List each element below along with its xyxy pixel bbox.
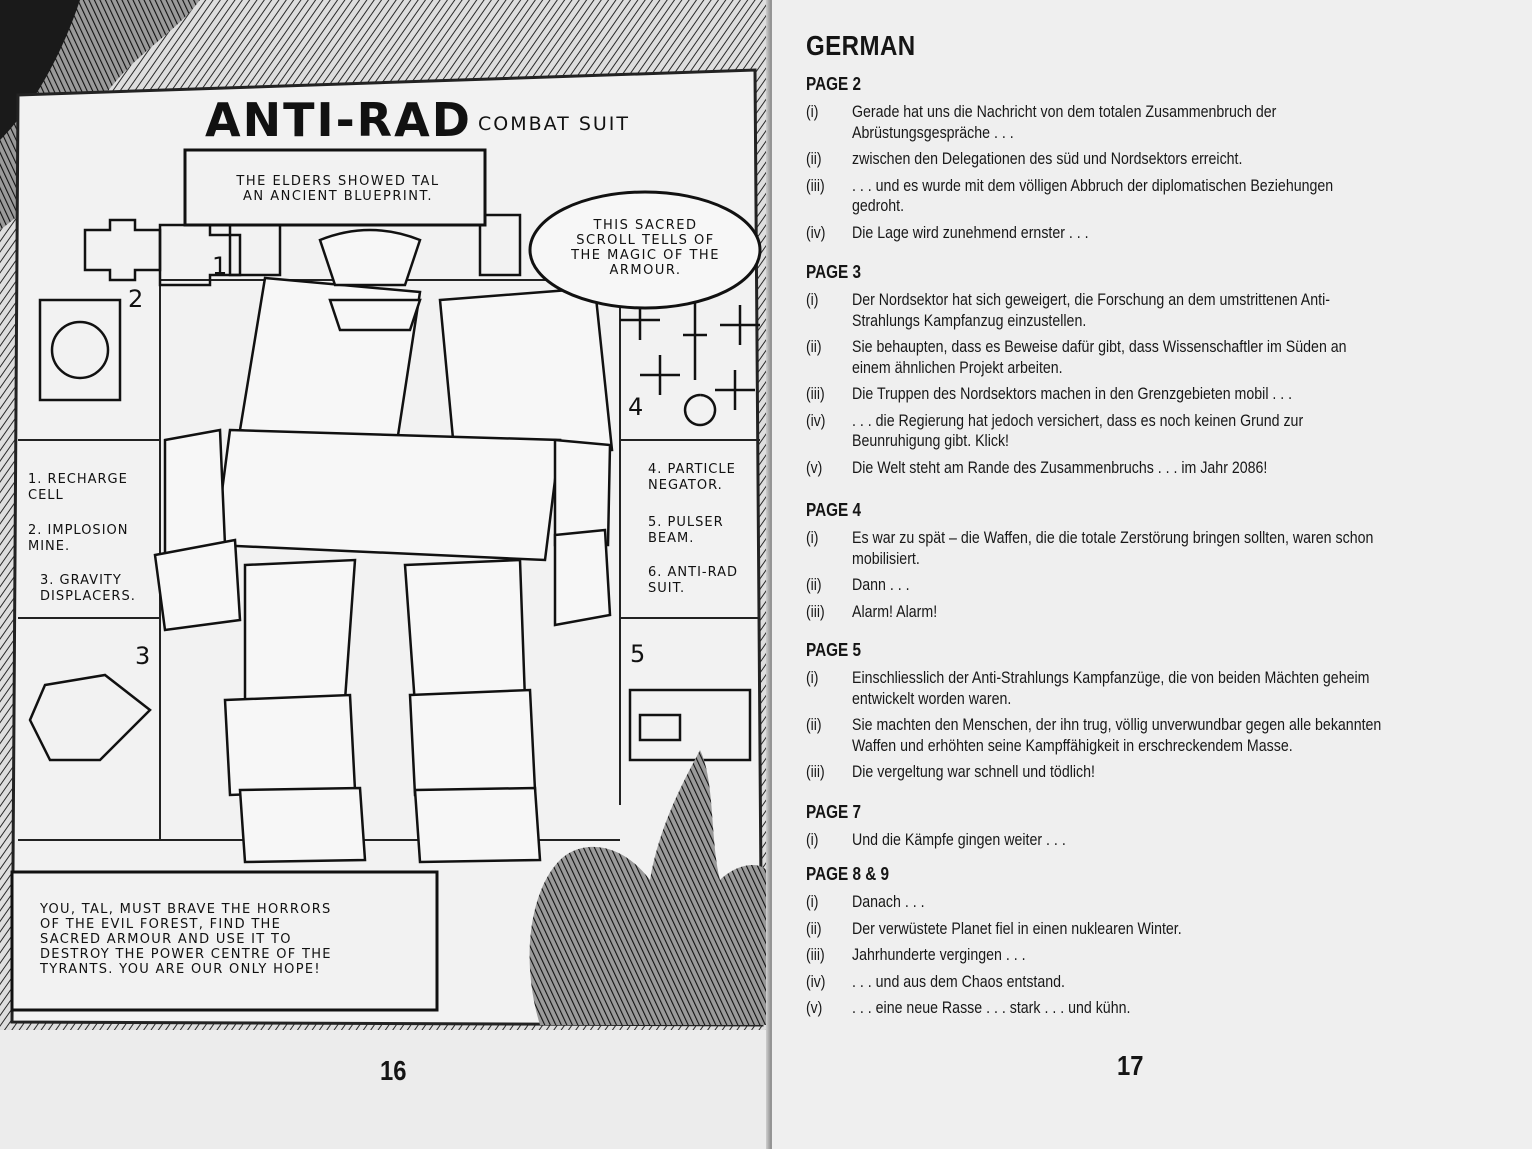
- comic-subtitle: COMBAT SUIT: [478, 113, 630, 135]
- section-heading: PAGE 3: [806, 262, 861, 282]
- text-line: [806, 458, 1496, 479]
- section-page-8-9: [806, 864, 1496, 1025]
- section-heading: PAGE 2: [806, 74, 861, 94]
- text-line: [806, 945, 1496, 966]
- legend-particle-negator: 4. PARTICLE NEGATOR.: [648, 462, 736, 493]
- line-text: . . . und es wurde mit dem völligen Abbruch der diplomatischen Beziehungen gedroht.: [852, 176, 1334, 215]
- line-text: Die vergeltung war schnell und tödlich!: [852, 763, 1095, 781]
- line-number: (iv): [806, 223, 826, 242]
- section-heading: PAGE 4: [806, 500, 861, 520]
- caption-bottom: YOU, TAL, MUST BRAVE THE HORRORS OF THE EVIL FOREST, FIND THE SACRED ARMOUR AND USE IT TO DESTROY THE POWER CENTRE OF THE TYRANTS. YOU ARE OUR ONLY HOPE!: [40, 902, 332, 977]
- line-number: (ii): [806, 150, 822, 168]
- line-text: Der Nordsektor hat sich geweigert, die Forschung an dem umstrittenen Anti-Strahlungs Kampfanzug einzustellen.: [852, 291, 1330, 330]
- text-line: [806, 411, 1496, 452]
- line-text: Gerade hat uns die Nachricht von dem totalen Zusammenbruch der Abrüstungsgespräche . . .: [852, 103, 1277, 142]
- text-line: [806, 830, 1496, 851]
- text-line: [806, 290, 1496, 331]
- section-page-7: [806, 802, 1496, 857]
- line-text: Und die Kämpfe gingen weiter . . .: [852, 831, 1066, 849]
- comic-title: ANTI-RAD: [205, 93, 472, 147]
- legend-gravity-displacers: 3. GRAVITY DISPLACERS.: [40, 573, 136, 604]
- line-number: (iii): [806, 946, 825, 964]
- section-title: GERMAN: [806, 30, 916, 61]
- line-number: (ii): [806, 576, 822, 594]
- page-number-left: 16: [380, 1055, 407, 1086]
- text-line: [806, 575, 1496, 596]
- text-line: [806, 223, 1496, 244]
- text-line: [806, 337, 1496, 378]
- panel-number-3: 3: [135, 642, 151, 670]
- text-line: [806, 668, 1496, 709]
- legend-pulser-beam: 5. PULSER BEAM.: [648, 515, 724, 546]
- line-text: Jahrhunderte vergingen . . .: [852, 946, 1026, 964]
- line-text: Die Welt steht am Rande des Zusammenbruchs . . . im Jahr 2086!: [852, 458, 1268, 477]
- line-number: (ii): [806, 919, 822, 938]
- section-page-4: [806, 500, 1496, 628]
- section-heading: PAGE 7: [806, 802, 861, 822]
- text-line: [806, 176, 1496, 217]
- page-number-right: 17: [1117, 1050, 1144, 1081]
- line-text: Danach . . .: [852, 893, 925, 911]
- section-heading: PAGE 5: [806, 640, 861, 660]
- line-text: zwischen den Delegationen des süd und Nordsektors erreicht.: [852, 150, 1243, 168]
- legend-recharge-cell: 1. RECHARGE CELL: [28, 472, 128, 503]
- line-number: (iii): [806, 385, 825, 403]
- line-number: (i): [806, 291, 819, 309]
- line-number: (iv): [806, 972, 826, 991]
- line-number: (i): [806, 529, 819, 547]
- legend-anti-rad-suit: 6. ANTI-RAD SUIT.: [648, 565, 739, 596]
- line-number: (ii): [806, 716, 822, 734]
- line-number: (v): [806, 999, 823, 1017]
- line-text: Die Lage wird zunehmend ernster . . .: [852, 223, 1089, 242]
- text-line: [806, 762, 1496, 783]
- text-line: [806, 102, 1496, 143]
- text-line: [806, 528, 1496, 569]
- text-line: [806, 715, 1496, 756]
- line-text: Sie machten den Menschen, der ihn trug, völlig unverwundbar gegen alle bekannten Waffen und erhöhten seine Kampffähigkeit in erschreckendem Masse.: [852, 716, 1382, 755]
- line-number: (i): [806, 669, 819, 687]
- section-page-3: [806, 262, 1496, 484]
- right-page: [772, 0, 1532, 1149]
- line-number: (iii): [806, 602, 825, 621]
- text-line: [806, 972, 1496, 993]
- section-page-2: [806, 74, 1496, 249]
- line-text: Sie behaupten, dass es Beweise dafür gibt, dass Wissenschaftler im Süden an einem ähnlichen Projekt arbeiten.: [852, 338, 1347, 377]
- line-text: Alarm! Alarm!: [852, 602, 938, 621]
- text-line: [806, 149, 1496, 170]
- line-text: . . . und aus dem Chaos entstand.: [852, 972, 1065, 991]
- line-text: Es war zu spät – die Waffen, die die totale Zerstörung bringen sollten, waren schon mobilisiert.: [852, 529, 1374, 568]
- line-number: (iv): [806, 411, 826, 430]
- line-number: (i): [806, 893, 819, 911]
- line-text: Der verwüstete Planet fiel in einen nuklearen Winter.: [852, 919, 1182, 938]
- line-number: (iii): [806, 176, 825, 195]
- panel-number-5: 5: [630, 640, 646, 668]
- line-text: . . . die Regierung hat jedoch versichert, dass es noch keinen Grund zur Beunruhigung gibt. Klick!: [852, 411, 1304, 450]
- line-number: (i): [806, 103, 819, 121]
- legend-implosion-mine: 2. IMPLOSION MINE.: [28, 523, 129, 554]
- text-line: [806, 602, 1496, 623]
- line-text: Einschliesslich der Anti-Strahlungs Kampfanzüge, die von beiden Mächten geheim entwickelt worden waren.: [852, 669, 1370, 708]
- caption-top: THE ELDERS SHOWED TAL AN ANCIENT BLUEPRINT.: [236, 174, 440, 204]
- line-text: Die Truppen des Nordsektors machen in den Grenzgebieten mobil . . .: [852, 385, 1293, 403]
- panel-number-2: 2: [128, 285, 144, 313]
- panel-number-4: 4: [628, 393, 644, 421]
- speech-bubble-text: THIS SACRED SCROLL TELLS OF THE MAGIC OF THE ARMOUR.: [571, 218, 720, 278]
- line-number: (iii): [806, 763, 825, 781]
- text-line: [806, 892, 1496, 913]
- line-number: (i): [806, 831, 819, 849]
- section-page-5: [806, 640, 1496, 789]
- text-line: [806, 919, 1496, 940]
- section-heading: PAGE 8 & 9: [806, 864, 890, 884]
- line-number: (ii): [806, 338, 822, 356]
- line-text: Dann . . .: [852, 576, 910, 594]
- panel-number-1: 1: [212, 252, 228, 280]
- comic-panel: [0, 0, 770, 1030]
- line-text: . . . eine neue Rasse . . . stark . . . und kühn.: [852, 999, 1131, 1017]
- text-line: [806, 384, 1496, 405]
- line-number: (v): [806, 458, 823, 477]
- text-line: [806, 998, 1496, 1019]
